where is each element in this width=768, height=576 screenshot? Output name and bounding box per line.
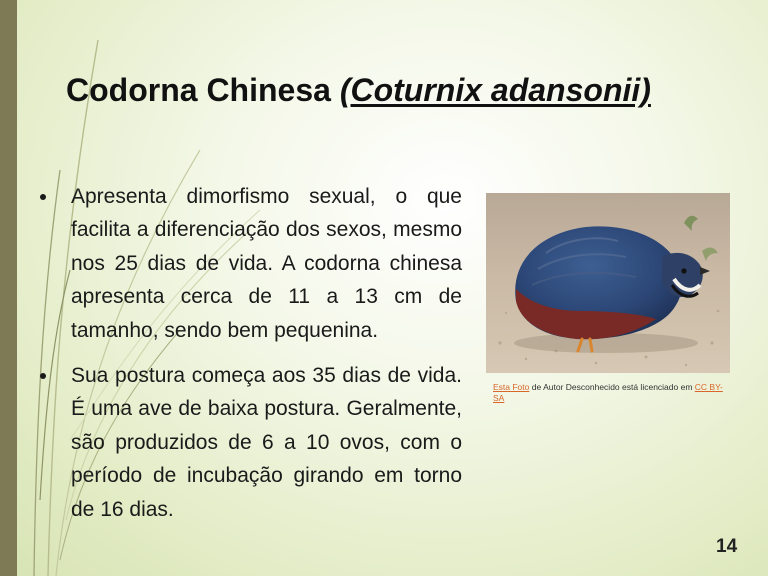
bullet-text: Apresenta dimorfismo sexual, o que facilita a diferenciação dos sexos, mesmo nos 25 dias de vida. A codorna chinesa apresenta cerca de 11 a 13 cm de tamanho, sendo bem pequenina. (71, 185, 462, 342)
bullet-dot-icon (40, 194, 46, 200)
bullet-item (40, 180, 462, 347)
title-scientific-name: (Coturnix adansonii) (339, 72, 651, 108)
page-number: 14 (716, 536, 738, 557)
bullet-item (40, 359, 462, 526)
bullet-list (40, 180, 462, 538)
bullet-text: Sua postura começa aos 35 dias de vida. É uma ave de baixa postura. Geralmente, são produzidos de 6 a 10 ovos, com o período de incubação girando em torno de 16 dias. (71, 364, 462, 521)
license-link[interactable]: CC BY-SA (493, 382, 723, 403)
photo-source-link[interactable]: Esta Foto (493, 382, 530, 392)
bullet-dot-icon (40, 373, 46, 379)
photo-caption (493, 382, 733, 404)
caption-text: de Autor Desconhecido está licenciado em (529, 382, 695, 392)
slide-title (66, 72, 651, 109)
title-common-name: Codorna Chinesa (66, 72, 340, 108)
quail-photo (486, 193, 730, 373)
